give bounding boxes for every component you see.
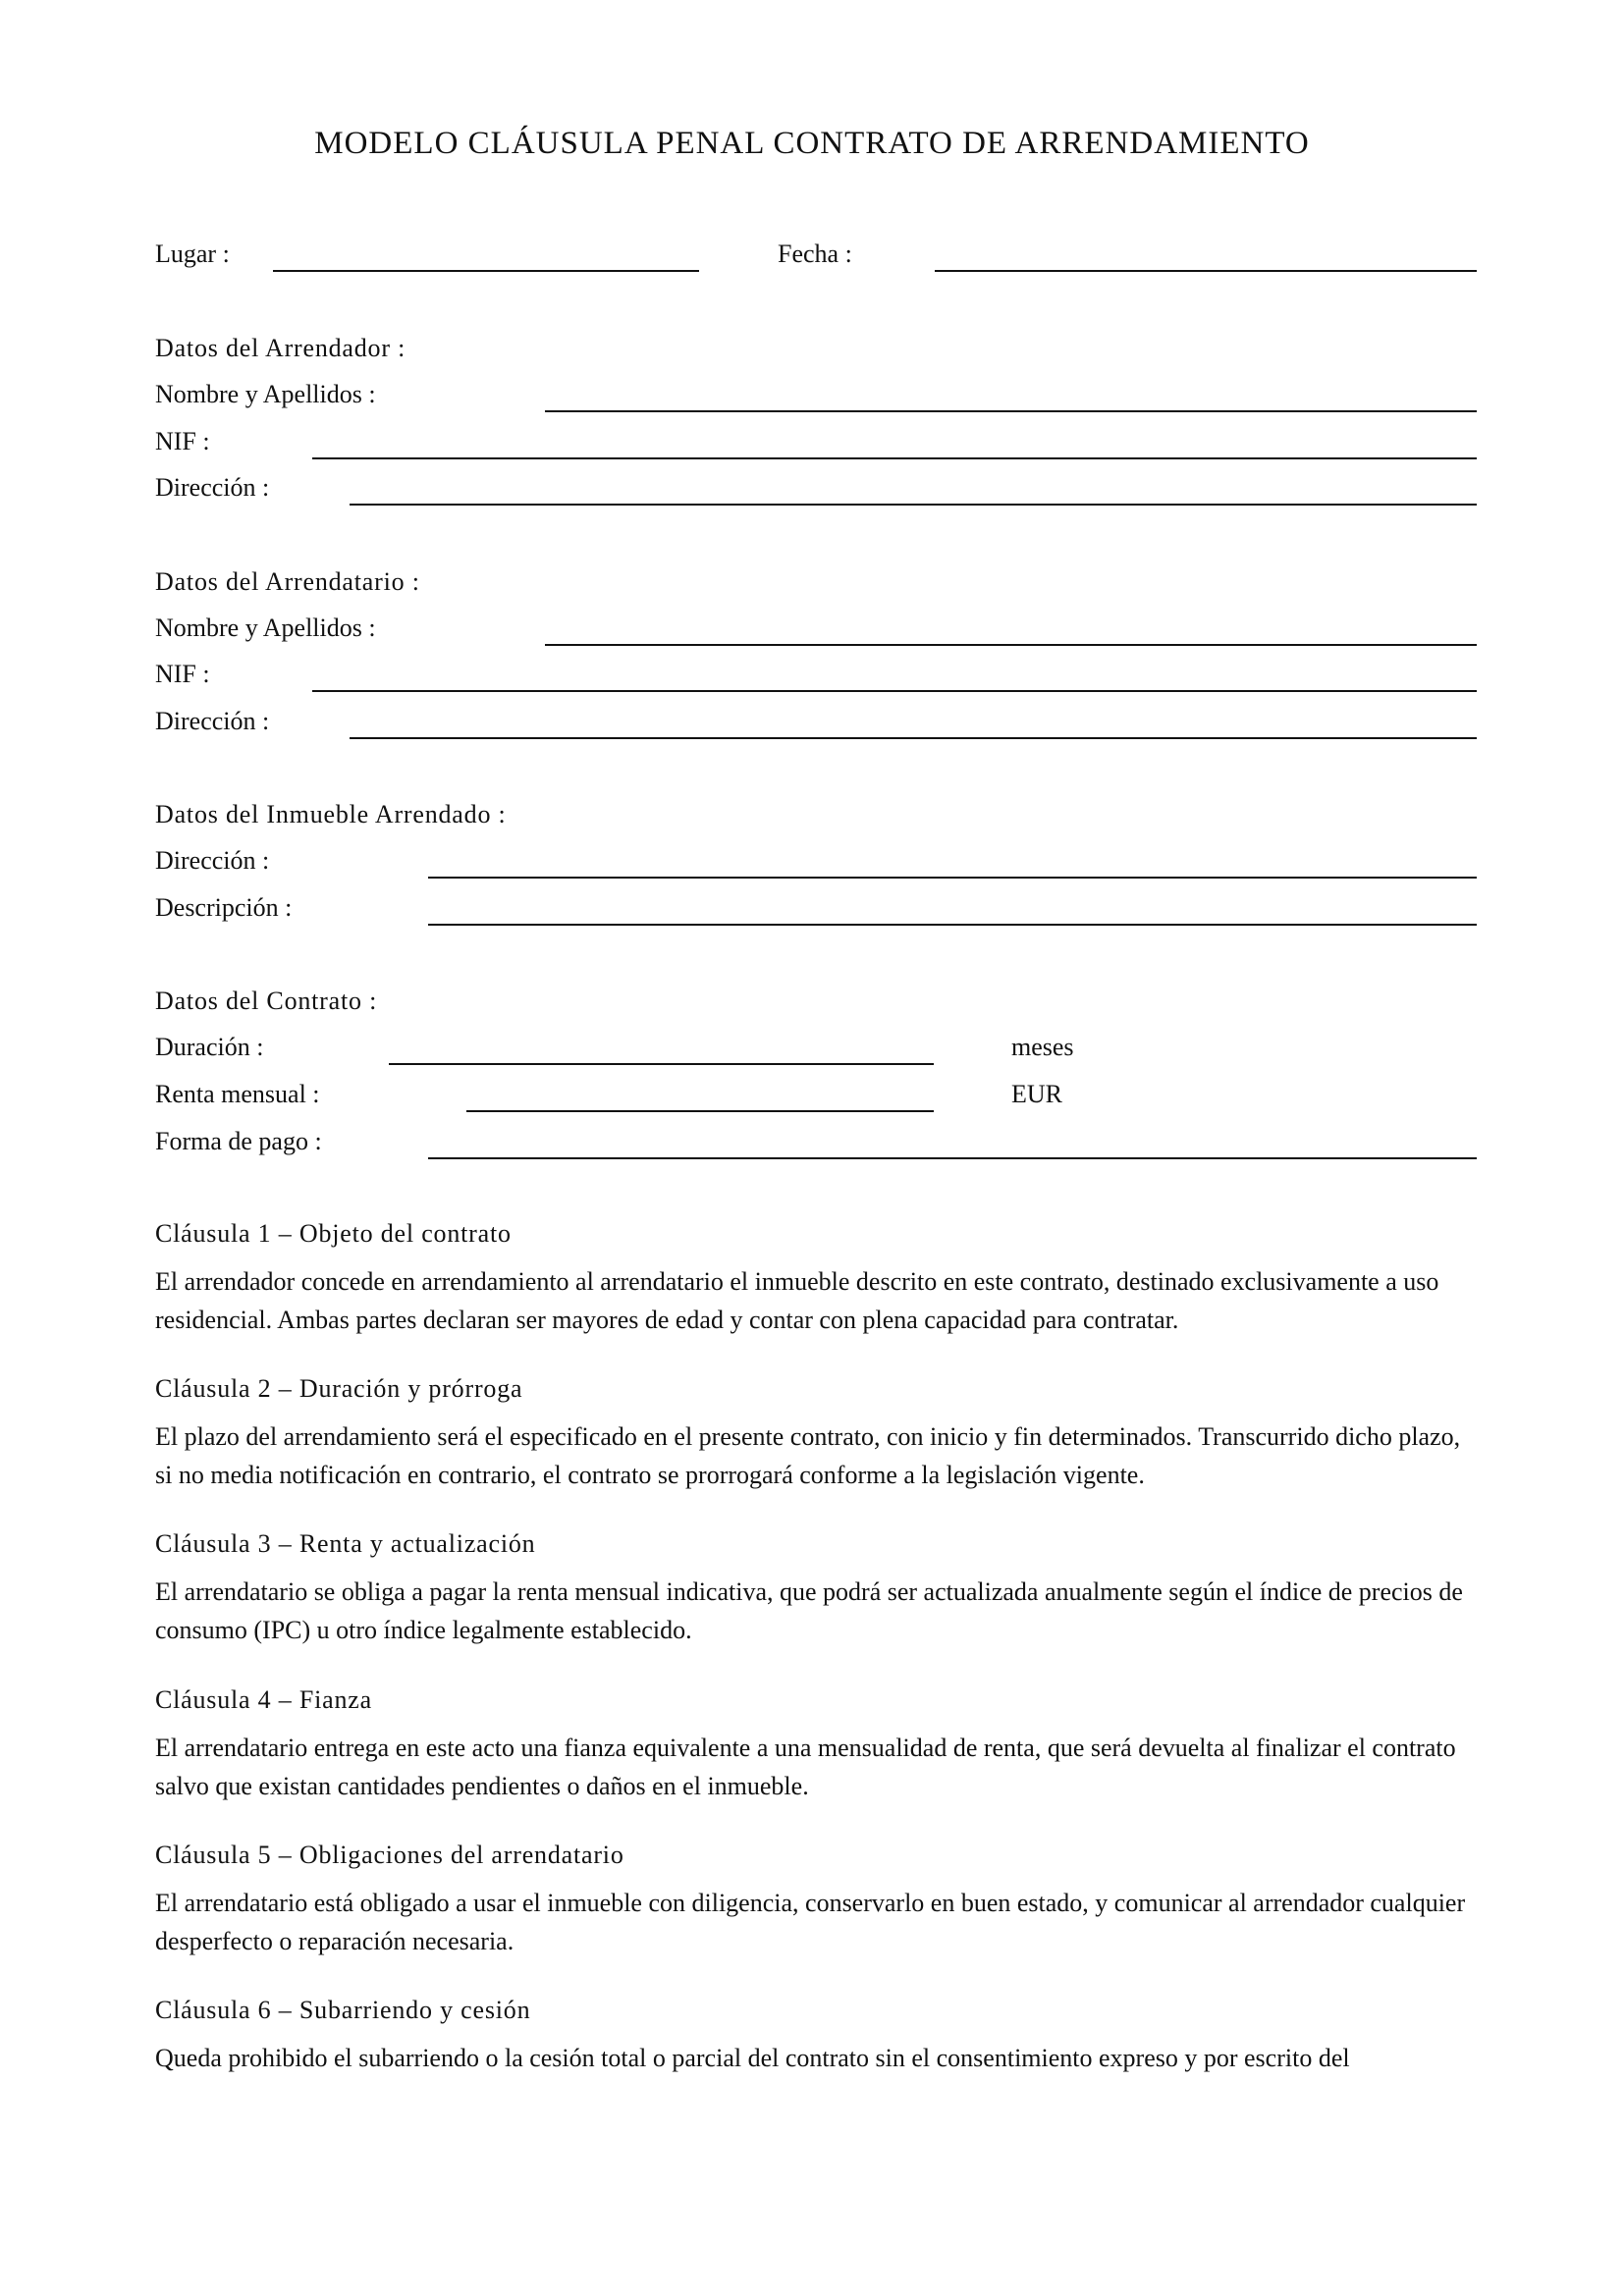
- clause-2-body: El plazo del arrendamiento será el especificado en el presente contrato, con inicio y fin determinados. Transcurrido dicho plazo, si no media notificación en contrario, el contrato se prorrogará conforme a la legislación vigente.: [155, 1422, 1461, 1489]
- duracion-unit: meses: [1011, 1033, 1074, 1061]
- forma-pago-label: Forma de pago :: [155, 1127, 322, 1155]
- renta-field-line[interactable]: [466, 1110, 934, 1112]
- clause-4-heading: Cláusula 4 – Fianza: [155, 1685, 372, 1714]
- lugar-field-line[interactable]: [273, 270, 699, 272]
- clause-4-body: El arrendatario entrega en este acto una fianza equivalente a una mensualidad de renta, que será devuelta al finalizar el contrato salvo que existan cantidades pendientes o daños en el inmueble.: [155, 1734, 1456, 1800]
- forma-pago-field-line[interactable]: [428, 1157, 1477, 1159]
- arrendador-nombre-field-line[interactable]: [545, 410, 1477, 412]
- arrendatario-heading: Datos del Arrendatario :: [155, 567, 420, 596]
- clause-1-heading: Cláusula 1 – Objeto del contrato: [155, 1219, 512, 1248]
- arrendador-nif-field-line[interactable]: [312, 457, 1477, 459]
- renta-unit: EUR: [1011, 1080, 1062, 1108]
- inmueble-descripcion-field-line[interactable]: [428, 924, 1477, 926]
- arrendatario-nif-label: NIF :: [155, 660, 210, 688]
- clause-6-body: Queda prohibido el subarriendo o la cesión total o parcial del contrato sin el consentimiento expreso y por escrito del: [155, 2044, 1350, 2072]
- clause-2-heading: Cláusula 2 – Duración y prórroga: [155, 1374, 523, 1403]
- arrendatario-nif-field-line[interactable]: [312, 690, 1477, 692]
- clause-5-heading: Cláusula 5 – Obligaciones del arrendatario: [155, 1841, 624, 1869]
- inmueble-heading: Datos del Inmueble Arrendado :: [155, 800, 507, 828]
- arrendador-nombre-label: Nombre y Apellidos :: [155, 380, 376, 408]
- fecha-label: Fecha :: [778, 240, 852, 268]
- arrendatario-nombre-field-line[interactable]: [545, 644, 1477, 646]
- clause-3-body: El arrendatario se obliga a pagar la renta mensual indicativa, que podrá ser actualizada anualmente según el índice de precios de consumo (IPC) u otro índice legalmente establecido.: [155, 1577, 1463, 1644]
- arrendador-heading: Datos del Arrendador :: [155, 334, 406, 362]
- duracion-field-line[interactable]: [389, 1063, 934, 1065]
- inmueble-direccion-field-line[interactable]: [428, 877, 1477, 879]
- arrendador-nif-label: NIF :: [155, 427, 210, 455]
- contrato-heading: Datos del Contrato :: [155, 987, 378, 1015]
- lugar-label: Lugar :: [155, 240, 230, 268]
- clause-1-body: El arrendador concede en arrendamiento al arrendatario el inmueble descrito en este contrato, destinado exclusivamente a uso residencial. Ambas partes declaran ser mayores de edad y contar con plena capacidad para contratar.: [155, 1267, 1439, 1334]
- fecha-field-line[interactable]: [935, 270, 1477, 272]
- renta-label: Renta mensual :: [155, 1080, 320, 1108]
- clause-5-body: El arrendatario está obligado a usar el inmueble con diligencia, conservarlo en buen estado, y comunicar al arrendador cualquier desperfecto o reparación necesaria.: [155, 1889, 1466, 1955]
- arrendatario-nombre-label: Nombre y Apellidos :: [155, 614, 376, 642]
- arrendador-direccion-field-line[interactable]: [350, 504, 1477, 506]
- arrendatario-direccion-label: Dirección :: [155, 707, 270, 735]
- document-title: MODELO CLÁUSULA PENAL CONTRATO DE ARRENDAMIENTO: [314, 126, 1310, 161]
- arrendatario-direccion-field-line[interactable]: [350, 737, 1477, 739]
- inmueble-direccion-label: Dirección :: [155, 846, 270, 875]
- clause-6-heading: Cláusula 6 – Subarriendo y cesión: [155, 1996, 531, 2024]
- inmueble-descripcion-label: Descripción :: [155, 893, 293, 922]
- clause-3-heading: Cláusula 3 – Renta y actualización: [155, 1529, 536, 1558]
- duracion-label: Duración :: [155, 1033, 264, 1061]
- arrendador-direccion-label: Dirección :: [155, 473, 270, 502]
